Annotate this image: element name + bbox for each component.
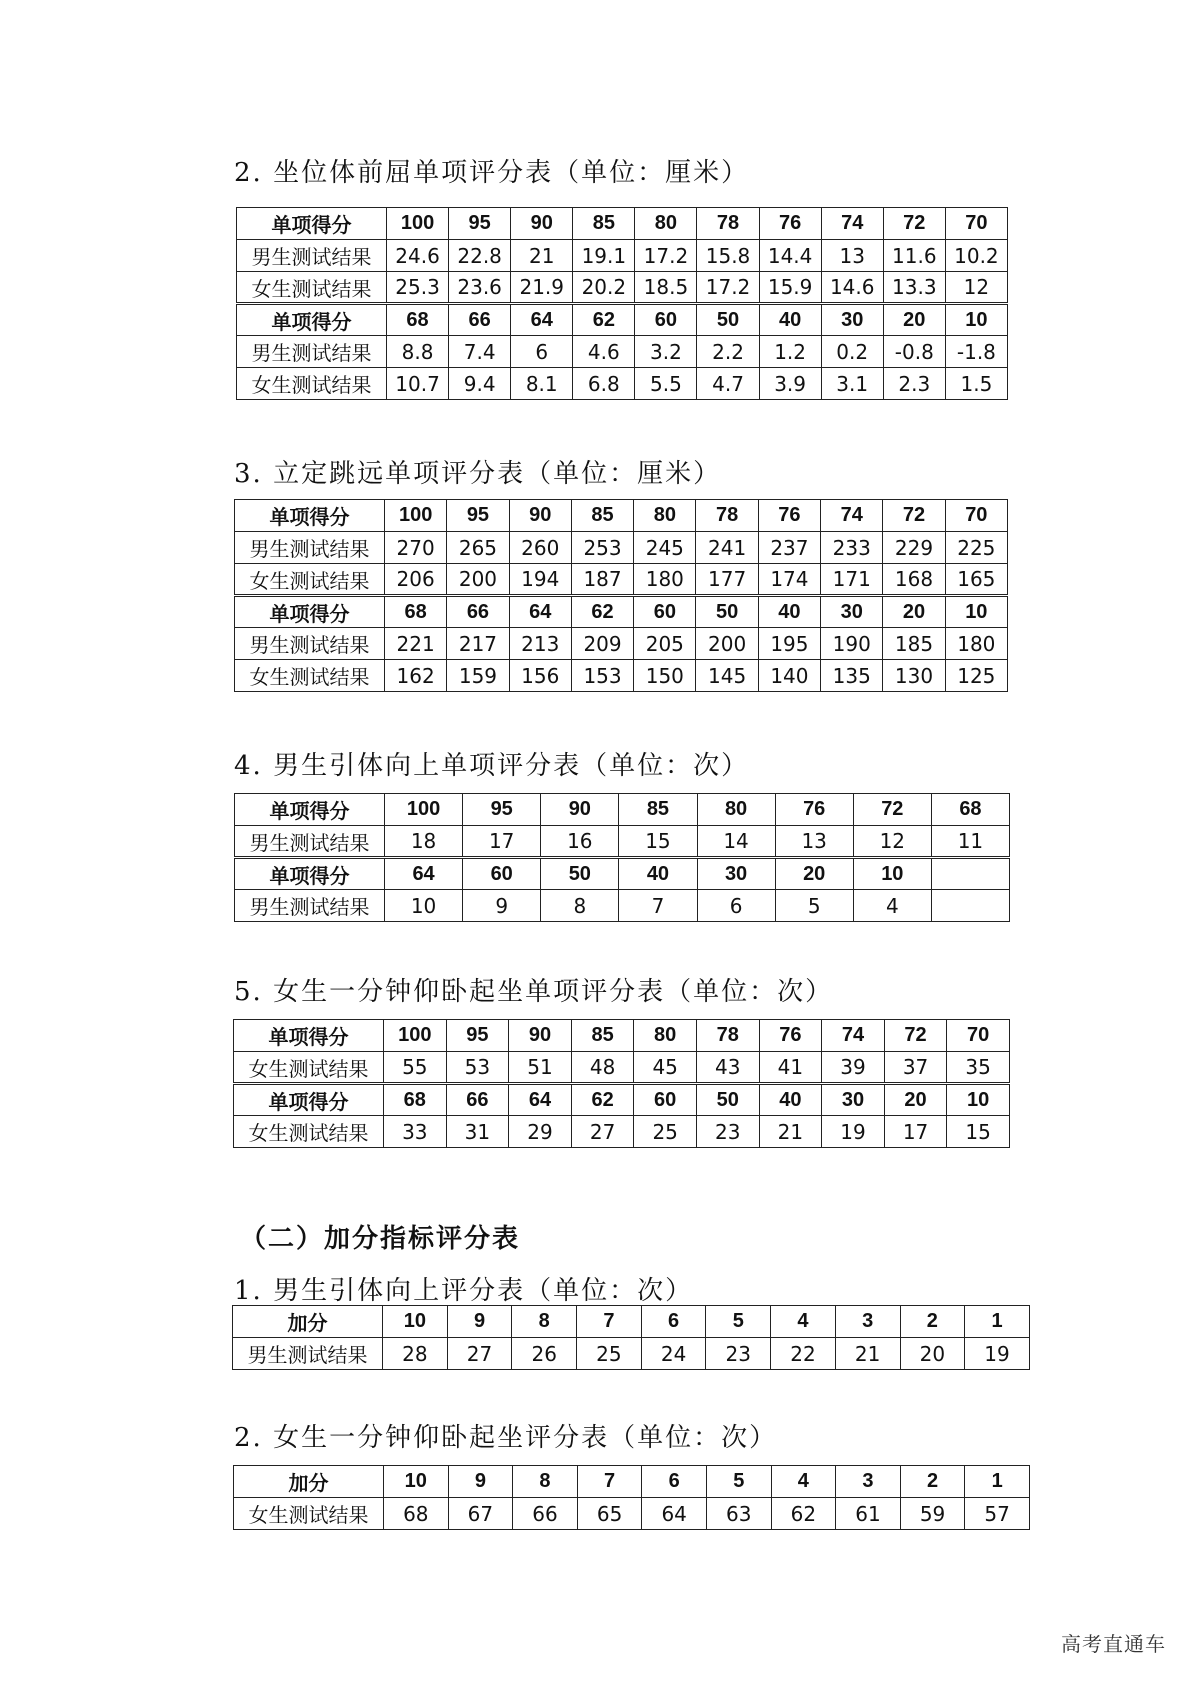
result-cell: 22.8 [449,240,511,272]
score-cell: 10 [853,858,931,890]
result-cell: 1.5 [945,368,1007,400]
result-cell: 48 [571,1052,634,1084]
result-cell: 21.9 [511,272,573,304]
score-cell: 6 [642,1466,707,1498]
result-cell: 9 [463,890,541,922]
row-label: 女生测试结果 [234,1052,384,1084]
result-cell: 19.1 [573,240,635,272]
score-cell: 20 [884,1084,947,1116]
result-cell: 260 [509,532,571,564]
result-cell: 25 [634,1116,697,1148]
result-cell [931,890,1009,922]
result-cell: 8.8 [387,336,449,368]
result-cell: 2.2 [697,336,759,368]
score-header-row [234,1084,1010,1116]
result-cell: 15 [947,1116,1010,1148]
row-label: 男生测试结果 [233,1338,383,1370]
result-cell: 180 [945,628,1007,660]
result-row [235,660,1008,692]
score-cell: 80 [634,1020,697,1052]
row-label: 加分 [233,1306,383,1338]
score-header-row [234,1466,1030,1498]
result-cell: 35 [947,1052,1010,1084]
result-cell: 195 [758,628,820,660]
result-row [233,1338,1030,1370]
score-cell: 100 [387,208,449,240]
row-label: 单项得分 [234,1084,384,1116]
result-cell: 23 [706,1338,771,1370]
score-header-row [235,794,1010,826]
row-label: 女生测试结果 [234,1116,384,1148]
result-cell: 31 [446,1116,509,1148]
result-cell: 68 [384,1498,449,1530]
result-cell: 217 [447,628,509,660]
row-label: 女生测试结果 [237,272,387,304]
score-cell: 72 [883,500,945,532]
result-cell: 10.7 [387,368,449,400]
score-header-row [235,500,1008,532]
score-header-row [237,208,1008,240]
score-cell: 30 [821,304,883,336]
result-cell: 17 [884,1116,947,1148]
row-label: 男生测试结果 [237,336,387,368]
score-cell: 5 [706,1306,771,1338]
score-cell: 30 [821,596,883,628]
row-label: 单项得分 [237,304,387,336]
result-cell: 241 [696,532,758,564]
result-cell: 3.9 [759,368,821,400]
score-cell: 80 [697,794,775,826]
score-cell: 40 [758,596,820,628]
score-cell: 1 [965,1466,1030,1498]
score-cell: 64 [509,1084,572,1116]
result-cell: 62 [771,1498,836,1530]
score-table-standing-long-jump [234,499,1008,692]
result-cell: 159 [447,660,509,692]
result-cell: 4 [853,890,931,922]
score-cell: 64 [509,596,571,628]
result-cell: 206 [385,564,447,596]
score-cell: 66 [449,304,511,336]
result-cell: 171 [821,564,883,596]
result-row [237,272,1008,304]
result-row [234,1498,1030,1530]
score-header-row [235,858,1010,890]
result-cell: 3.2 [635,336,697,368]
score-cell: 90 [511,208,573,240]
result-cell: 25 [577,1338,642,1370]
result-cell: 65 [577,1498,642,1530]
result-cell: 20.2 [573,272,635,304]
result-cell: 67 [448,1498,513,1530]
result-cell: 24.6 [387,240,449,272]
score-cell: 66 [446,1084,509,1116]
result-cell: 194 [509,564,571,596]
score-cell: 74 [821,500,883,532]
result-cell: 14 [697,826,775,858]
score-cell: 68 [385,596,447,628]
result-cell: 23.6 [449,272,511,304]
result-row [235,628,1008,660]
result-cell: 245 [634,532,696,564]
result-cell: 6.8 [573,368,635,400]
result-cell: 22 [771,1338,836,1370]
result-cell: 270 [385,532,447,564]
row-label: 男生测试结果 [235,826,385,858]
result-cell: 61 [836,1498,901,1530]
result-cell: 12 [945,272,1007,304]
result-cell: 130 [883,660,945,692]
score-cell: 100 [385,500,447,532]
result-cell: 55 [384,1052,447,1084]
score-header-row [233,1306,1030,1338]
result-cell: 8 [541,890,619,922]
result-cell: 17.2 [635,240,697,272]
score-cell: 76 [758,500,820,532]
score-cell: 85 [571,1020,634,1052]
score-table-female-sit-ups [233,1019,1010,1148]
score-cell: 4 [771,1466,836,1498]
result-cell: 43 [696,1052,759,1084]
score-cell: 3 [835,1306,900,1338]
result-row [237,368,1008,400]
result-cell: 27 [447,1338,512,1370]
score-table-sit-and-reach [236,207,1008,400]
result-cell: 2.3 [883,368,945,400]
result-cell: 21 [511,240,573,272]
score-cell: 95 [446,1020,509,1052]
score-cell: 70 [945,500,1007,532]
result-cell: 229 [883,532,945,564]
result-row [234,1116,1010,1148]
result-cell: -0.8 [883,336,945,368]
result-cell: 265 [447,532,509,564]
score-cell: 20 [883,304,945,336]
result-cell: 205 [634,628,696,660]
result-row [235,532,1008,564]
score-cell: 9 [447,1306,512,1338]
row-label: 单项得分 [235,596,385,628]
score-cell: 90 [509,500,571,532]
result-row [235,564,1008,596]
row-label: 加分 [234,1466,384,1498]
result-cell: 18 [385,826,463,858]
score-table-bonus-sit-ups [233,1465,1030,1530]
result-cell: 4.7 [697,368,759,400]
result-cell: 41 [759,1052,822,1084]
score-cell: 30 [697,858,775,890]
score-cell: 90 [509,1020,572,1052]
score-cell: 74 [821,208,883,240]
score-cell: 50 [696,596,758,628]
result-cell: 1.2 [759,336,821,368]
score-cell: 74 [822,1020,885,1052]
score-cell: 10 [945,304,1007,336]
result-cell: 15.8 [697,240,759,272]
result-cell: 180 [634,564,696,596]
score-cell: 8 [512,1306,577,1338]
result-cell: 66 [513,1498,578,1530]
score-cell: 64 [385,858,463,890]
score-cell: 62 [571,1084,634,1116]
score-cell: 66 [447,596,509,628]
score-cell: 76 [759,208,821,240]
score-cell: 40 [619,858,697,890]
result-cell: 6 [697,890,775,922]
watermark: 高考直通车 [1061,1632,1166,1656]
score-cell: 5 [706,1466,771,1498]
result-cell: 162 [385,660,447,692]
result-row [235,826,1010,858]
result-cell: 17.2 [697,272,759,304]
result-cell: 63 [706,1498,771,1530]
score-table-male-pull-ups [234,793,1010,922]
result-cell: 200 [447,564,509,596]
result-cell: 168 [883,564,945,596]
score-cell: 85 [571,500,633,532]
result-cell: 14.6 [821,272,883,304]
score-cell: 40 [759,304,821,336]
result-cell: 10.2 [945,240,1007,272]
score-cell: 90 [541,794,619,826]
score-cell: 76 [775,794,853,826]
row-label: 单项得分 [235,500,385,532]
score-cell: 68 [384,1084,447,1116]
result-cell: 153 [571,660,633,692]
result-cell: 37 [884,1052,947,1084]
result-cell: 13.3 [883,272,945,304]
result-cell: 23 [696,1116,759,1148]
score-cell: 50 [541,858,619,890]
result-cell: 200 [696,628,758,660]
result-cell: 27 [571,1116,634,1148]
result-row [235,890,1010,922]
result-cell: 21 [835,1338,900,1370]
score-cell: 3 [836,1466,901,1498]
score-cell: 95 [463,794,541,826]
result-cell: 165 [945,564,1007,596]
result-cell: 7.4 [449,336,511,368]
score-cell: 20 [775,858,853,890]
section-title-standing-long-jump: 3. 立定跳远单项评分表（单位：厘米） [234,459,722,489]
score-cell: 85 [573,208,635,240]
score-table-bonus-pull-ups [232,1305,1030,1370]
result-cell: 57 [965,1498,1030,1530]
result-cell: 28 [383,1338,448,1370]
result-cell: 8.1 [511,368,573,400]
score-cell: 8 [513,1466,578,1498]
section-title-bonus-sit-ups: 2. 女生一分钟仰卧起坐评分表（单位：次） [234,1423,778,1453]
score-cell: 85 [619,794,697,826]
result-cell: 140 [758,660,820,692]
section-title-male-pull-ups: 4. 男生引体向上单项评分表（单位：次） [234,751,750,781]
result-cell: 19 [822,1116,885,1148]
result-cell: 10 [385,890,463,922]
result-cell: 16 [541,826,619,858]
result-cell: 237 [758,532,820,564]
result-cell: 187 [571,564,633,596]
score-cell: 2 [900,1306,965,1338]
score-cell: 76 [759,1020,822,1052]
score-cell: 10 [384,1466,449,1498]
section-title-sit-and-reach: 2. 坐位体前屈单项评分表（单位：厘米） [234,158,750,188]
part-heading-bonus: （二）加分指标评分表 [240,1224,521,1254]
result-cell: 15.9 [759,272,821,304]
score-cell: 9 [448,1466,513,1498]
score-cell: 6 [641,1306,706,1338]
score-cell: 72 [884,1020,947,1052]
score-cell: 70 [947,1020,1010,1052]
result-cell: 3.1 [821,368,883,400]
row-label: 女生测试结果 [235,660,385,692]
result-cell: 209 [571,628,633,660]
result-cell: 174 [758,564,820,596]
score-cell: 62 [573,304,635,336]
score-cell: 1 [965,1306,1030,1338]
result-cell: 5.5 [635,368,697,400]
score-cell: 40 [759,1084,822,1116]
result-cell: 185 [883,628,945,660]
result-cell: 190 [821,628,883,660]
result-cell: 4.6 [573,336,635,368]
row-label: 男生测试结果 [235,628,385,660]
result-cell: 29 [509,1116,572,1148]
result-cell: 24 [641,1338,706,1370]
score-cell: 7 [577,1466,642,1498]
score-cell: 60 [634,596,696,628]
score-cell: 30 [822,1084,885,1116]
row-label: 单项得分 [235,858,385,890]
score-cell: 4 [771,1306,836,1338]
result-cell: 39 [822,1052,885,1084]
result-cell: 18.5 [635,272,697,304]
result-cell: 19 [965,1338,1030,1370]
score-cell: 78 [696,500,758,532]
score-cell: 2 [900,1466,965,1498]
score-cell: 100 [385,794,463,826]
row-label: 单项得分 [235,794,385,826]
score-header-row [234,1020,1010,1052]
score-cell: 78 [696,1020,759,1052]
score-header-row [235,596,1008,628]
row-label: 单项得分 [234,1020,384,1052]
result-cell: 7 [619,890,697,922]
result-cell: -1.8 [945,336,1007,368]
score-cell: 10 [945,596,1007,628]
result-cell: 221 [385,628,447,660]
score-cell: 68 [387,304,449,336]
score-cell: 72 [853,794,931,826]
result-cell: 25.3 [387,272,449,304]
result-cell: 53 [446,1052,509,1084]
section-title-bonus-pull-ups: 1. 男生引体向上评分表（单位：次） [234,1276,694,1306]
result-row [237,240,1008,272]
score-cell: 50 [696,1084,759,1116]
result-cell: 14.4 [759,240,821,272]
section-title-female-sit-ups: 5. 女生一分钟仰卧起坐单项评分表（单位：次） [234,977,834,1007]
result-cell: 177 [696,564,758,596]
row-label: 男生测试结果 [235,532,385,564]
result-cell: 225 [945,532,1007,564]
score-cell: 70 [945,208,1007,240]
result-cell: 156 [509,660,571,692]
score-cell: 60 [463,858,541,890]
result-cell: 13 [775,826,853,858]
result-cell: 150 [634,660,696,692]
result-cell: 33 [384,1116,447,1148]
score-cell: 7 [577,1306,642,1338]
score-cell: 64 [511,304,573,336]
score-cell: 80 [634,500,696,532]
score-cell: 60 [635,304,697,336]
result-cell: 45 [634,1052,697,1084]
row-label: 男生测试结果 [235,890,385,922]
result-cell: 12 [853,826,931,858]
result-cell: 233 [821,532,883,564]
result-cell: 253 [571,532,633,564]
result-cell: 6 [511,336,573,368]
score-cell: 95 [449,208,511,240]
result-cell: 13 [821,240,883,272]
score-cell: 20 [883,596,945,628]
result-cell: 125 [945,660,1007,692]
result-row [237,336,1008,368]
result-cell: 51 [509,1052,572,1084]
row-label: 单项得分 [237,208,387,240]
row-label: 男生测试结果 [237,240,387,272]
result-cell: 20 [900,1338,965,1370]
score-cell [931,858,1009,890]
result-cell: 213 [509,628,571,660]
result-row [234,1052,1010,1084]
score-header-row [237,304,1008,336]
score-cell: 62 [571,596,633,628]
result-cell: 59 [900,1498,965,1530]
result-cell: 11.6 [883,240,945,272]
score-cell: 72 [883,208,945,240]
result-cell: 15 [619,826,697,858]
score-cell: 78 [697,208,759,240]
result-cell: 17 [463,826,541,858]
score-cell: 60 [634,1084,697,1116]
score-cell: 80 [635,208,697,240]
result-cell: 21 [759,1116,822,1148]
result-cell: 5 [775,890,853,922]
result-cell: 11 [931,826,1009,858]
result-cell: 64 [642,1498,707,1530]
row-label: 女生测试结果 [234,1498,384,1530]
result-cell: 9.4 [449,368,511,400]
score-cell: 10 [383,1306,448,1338]
score-cell: 68 [931,794,1009,826]
score-cell: 10 [947,1084,1010,1116]
row-label: 女生测试结果 [237,368,387,400]
score-cell: 50 [697,304,759,336]
row-label: 女生测试结果 [235,564,385,596]
result-cell: 0.2 [821,336,883,368]
result-cell: 145 [696,660,758,692]
score-cell: 100 [384,1020,447,1052]
result-cell: 135 [821,660,883,692]
result-cell: 26 [512,1338,577,1370]
score-cell: 95 [447,500,509,532]
